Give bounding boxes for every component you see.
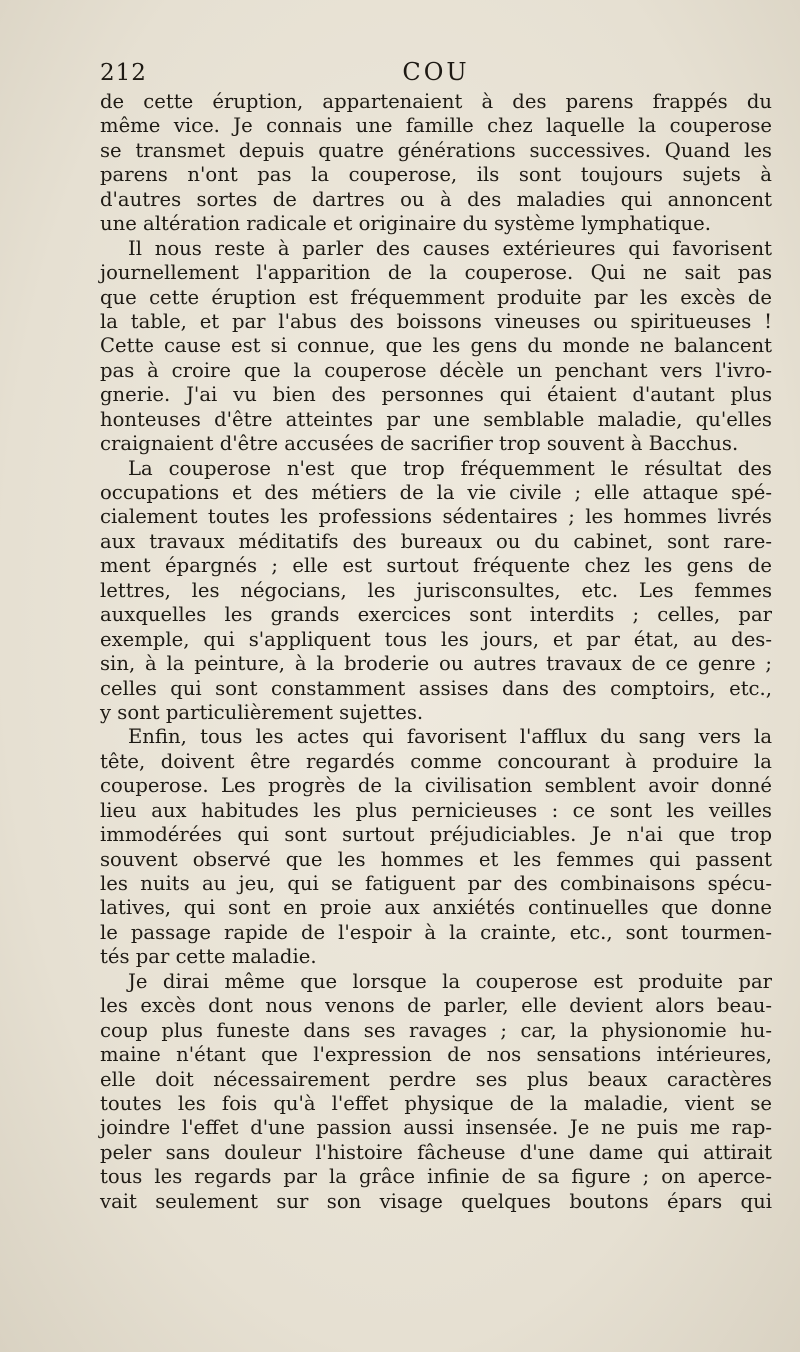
text-line: les nuits au jeu, qui se fatiguent par des combinaisons spécu- bbox=[100, 872, 772, 895]
text-line: les excès dont nous venons de parler, elle devient alors beau- bbox=[100, 994, 772, 1018]
text-line: même vice. Je connais une famille chez laquelle la couperose bbox=[100, 114, 772, 138]
body-text bbox=[100, 90, 772, 1214]
text-line: la table, et par l'abus des boissons vineuses ou spiritueuses ! bbox=[100, 309, 772, 333]
text-line: tous les regards par la grâce infinie de sa figure ; on aperce- bbox=[100, 1165, 772, 1189]
text-line: lettres, les négocians, les jurisconsultes, etc. Les femmes bbox=[100, 578, 772, 602]
text-line: maine n'étant que l'expression de nos sensations intérieures, bbox=[100, 1043, 772, 1067]
text-line: lieu aux habitudes les plus pernicieuses : ce sont les veilles bbox=[100, 798, 772, 822]
text-line: que cette éruption est fréquemment produite par les excès de bbox=[100, 285, 772, 309]
text-line: gnerie. J'ai vu bien des personnes qui étaient d'autant plus bbox=[100, 383, 772, 407]
text-line: Il nous reste à parler des causes extérieures qui favorisent bbox=[128, 236, 772, 260]
text-line: Je dirai même que lorsque la couperose est produite par bbox=[128, 969, 772, 993]
text-line: sin, à la peinture, à la broderie ou autres travaux de ce genre ; bbox=[100, 652, 772, 676]
text-line: aux travaux méditatifs des bureaux ou du cabinet, sont rare- bbox=[100, 529, 772, 553]
text-line: se transmet depuis quatre générations successives. Quand les bbox=[100, 138, 772, 162]
text-line: auxquelles les grands exercices sont interdits ; celles, par bbox=[100, 603, 772, 627]
text-line: souvent observé que les hommes et les femmes qui passent bbox=[100, 847, 772, 871]
text-line: cialement toutes les professions sédentaires ; les hommes livrés bbox=[100, 505, 772, 529]
text-line: immodérées qui sont surtout préjudiciables. Je n'ai que trop bbox=[100, 823, 772, 847]
text-line: toutes les fois qu'à l'effet physique de la maladie, vient se bbox=[100, 1091, 772, 1115]
text-line: craignaient d'être accusées de sacrifier trop souvent à Bacchus. bbox=[100, 432, 739, 456]
text-line: vait seulement sur son visage quelques boutons épars qui bbox=[100, 1189, 772, 1213]
text-line: ment épargnés ; elle est surtout fréquente chez les gens de bbox=[100, 554, 772, 578]
text-line: exemple, qui s'appliquent tous les jours, et par état, au des- bbox=[100, 627, 772, 651]
text-line: pas à croire que la couperose décèle un penchant vers l'ivro- bbox=[100, 358, 772, 382]
text-line: coup plus funeste dans ses ravages ; car, la physionomie hu- bbox=[100, 1018, 772, 1042]
text-line: celles qui sont constamment assises dans des comptoirs, etc., bbox=[100, 676, 772, 700]
text-line: occupations et des métiers de la vie civile ; elle attaque spé- bbox=[100, 481, 772, 504]
text-line: honteuses d'être atteintes par une semblable maladie, qu'elles bbox=[100, 407, 772, 431]
text-line: joindre l'effet d'une passion aussi insensée. Je ne puis me rap- bbox=[100, 1116, 772, 1140]
text-line: elle doit nécessairement perdre ses plus beaux caractères bbox=[100, 1067, 772, 1091]
text-line: de cette éruption, appartenaient à des parens frappés du bbox=[100, 90, 772, 113]
text-line: Cette cause est si connue, que les gens du monde ne balancent bbox=[100, 334, 772, 358]
text-line: y sont particulièrement sujettes. bbox=[100, 700, 424, 724]
text-line: La couperose n'est que trop fréquemment le résultat des bbox=[128, 456, 772, 480]
text-line: journellement l'apparition de la couperose. Qui ne sait pas bbox=[100, 261, 772, 285]
text-line: parens n'ont pas la couperose, ils sont toujours sujets à bbox=[100, 163, 772, 187]
text-line: tête, doivent être regardés comme concourant à produire la bbox=[100, 749, 772, 773]
running-title: COU bbox=[402, 58, 470, 86]
text-line: tés par cette maladie. bbox=[100, 945, 317, 969]
page-header bbox=[100, 58, 772, 92]
text-line: le passage rapide de l'espoir à la crainte, etc., sont tourmen- bbox=[100, 920, 772, 944]
page-number: 212 bbox=[100, 60, 147, 86]
text-line: peler sans douleur l'histoire fâcheuse d'une dame qui attirait bbox=[100, 1140, 772, 1164]
text-line: Enfin, tous les actes qui favorisent l'afflux du sang vers la bbox=[128, 725, 772, 749]
text-line: couperose. Les progrès de la civilisation semblent avoir donné bbox=[100, 774, 772, 798]
text-line: une altération radicale et originaire du système lymphatique. bbox=[100, 212, 711, 236]
text-line: d'autres sortes de dartres ou à des maladies qui annoncent bbox=[100, 187, 772, 211]
text-line: latives, qui sont en proie aux anxiétés continuelles que donne bbox=[100, 896, 772, 920]
